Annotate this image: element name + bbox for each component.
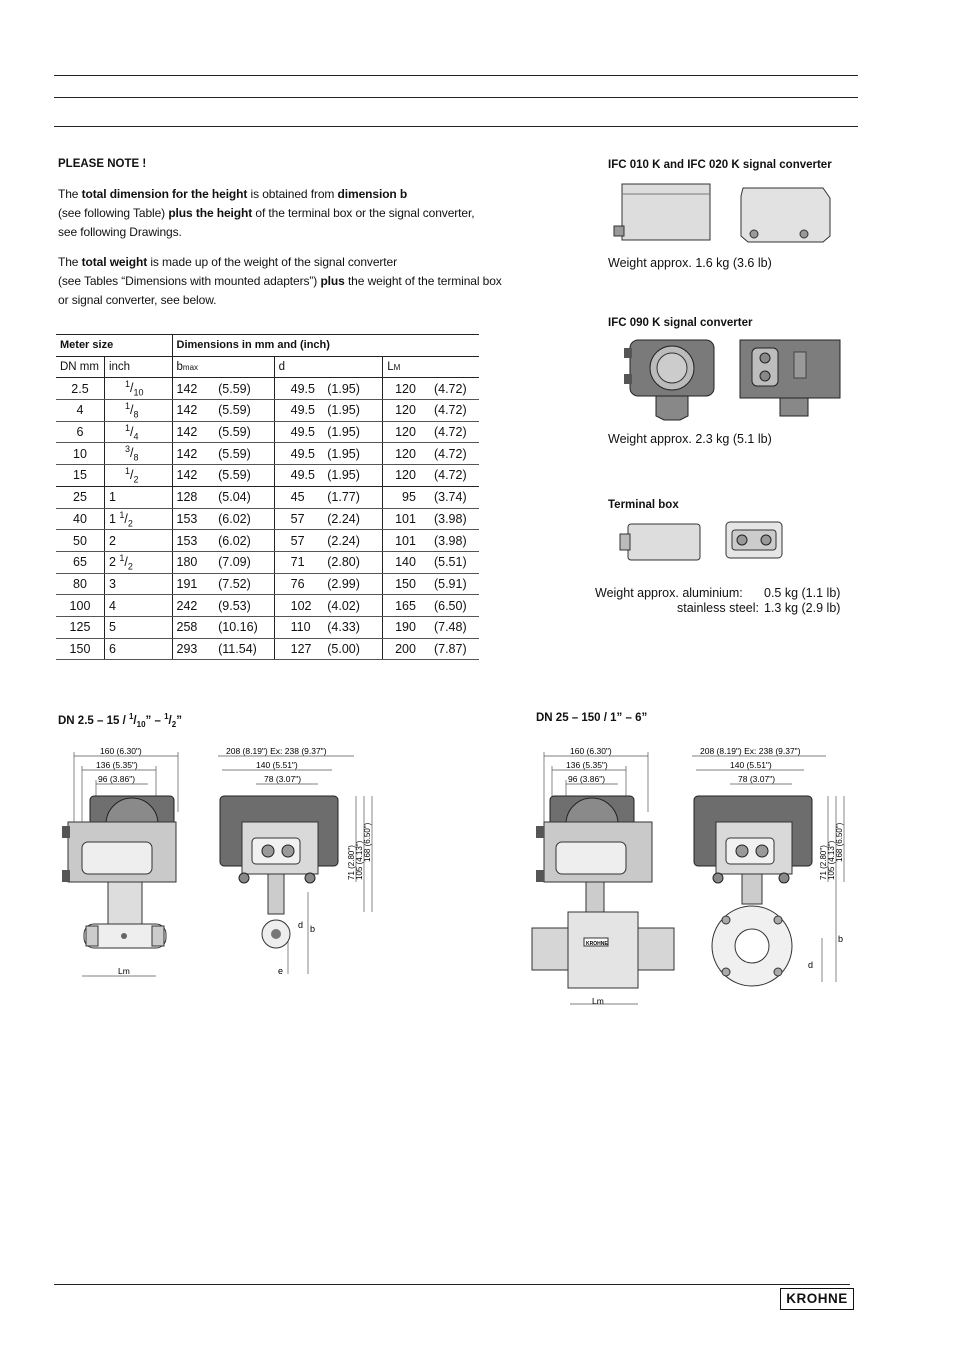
cell-lm-in: (4.72) bbox=[420, 400, 479, 422]
header-meter-size: Meter size bbox=[56, 335, 172, 357]
cell-d-mm: 102 bbox=[274, 595, 323, 617]
table-row bbox=[56, 595, 479, 617]
cell-inch: 2 bbox=[104, 530, 172, 552]
cell-bmax-in: (6.02) bbox=[208, 530, 274, 552]
dim-96-left: 96 (3.86") bbox=[98, 774, 136, 784]
terminal-box-ss-label: stainless steel: bbox=[677, 601, 759, 615]
lbl-d-left: d bbox=[298, 920, 304, 930]
cell-lm-mm: 120 bbox=[383, 400, 420, 422]
header-rule-2 bbox=[54, 97, 858, 98]
dim-208-right: 208 (8.19") Ex: 238 (9.37") bbox=[700, 746, 801, 756]
krohne-logo: KROHNE bbox=[780, 1288, 854, 1310]
cell-dn: 10 bbox=[56, 443, 104, 465]
table-row bbox=[56, 400, 479, 422]
dim-208-left: 208 (8.19") Ex: 238 (9.37") bbox=[226, 746, 327, 756]
terminal-box-title: Terminal box bbox=[608, 499, 679, 511]
table-row bbox=[56, 573, 479, 595]
cell-d-in: (2.80) bbox=[323, 551, 382, 573]
table-row bbox=[56, 421, 479, 443]
cell-dn: 4 bbox=[56, 400, 104, 422]
dim-105-right: 105 (4.13") bbox=[827, 840, 836, 880]
table-row bbox=[56, 486, 479, 508]
ifc090-title: IFC 090 K signal converter bbox=[608, 317, 753, 329]
cell-d-mm: 45 bbox=[274, 486, 323, 508]
cell-bmax-in: (5.04) bbox=[208, 486, 274, 508]
cell-bmax-in: (5.59) bbox=[208, 400, 274, 422]
cell-lm-in: (3.74) bbox=[420, 486, 479, 508]
cell-inch: 3 bbox=[104, 573, 172, 595]
cell-bmax-in: (7.52) bbox=[208, 573, 274, 595]
lbl-e-left: e bbox=[278, 966, 284, 976]
cell-lm-mm: 95 bbox=[383, 486, 420, 508]
note-paragraph-1: The total dimension for the height is obtained from dimension b (see following Table) plus the height of the terminal box or the signal converter, see following Drawings. bbox=[58, 187, 475, 239]
cell-d-in: (1.95) bbox=[323, 421, 382, 443]
cell-d-mm: 49.5 bbox=[274, 378, 323, 400]
cell-lm-mm: 120 bbox=[383, 378, 420, 400]
cell-d-mm: 110 bbox=[274, 616, 323, 638]
cell-lm-mm: 120 bbox=[383, 421, 420, 443]
cell-d-in: (1.95) bbox=[323, 443, 382, 465]
table-row bbox=[56, 465, 479, 487]
cell-d-mm: 49.5 bbox=[274, 465, 323, 487]
dim-136-left: 136 (5.35") bbox=[96, 760, 138, 770]
ifc090-weight: Weight approx. 2.3 kg (5.1 lb) bbox=[608, 432, 772, 446]
terminal-box-ss-value: 1.3 kg (2.9 lb) bbox=[764, 601, 841, 615]
cell-lm-mm: 120 bbox=[383, 443, 420, 465]
drawing-left-title: DN $2.5 - 15 / ^1/_{10}$” – $^1/_2$” bbox=[58, 712, 182, 730]
cell-d-mm: 76 bbox=[274, 573, 323, 595]
dim-160-left: 160 (6.30") bbox=[100, 746, 142, 756]
footer-rule bbox=[54, 1284, 850, 1285]
cell-inch: $^1/_8$ bbox=[104, 400, 172, 422]
lbl-b-right: b bbox=[838, 934, 844, 944]
cell-d-in: (4.02) bbox=[323, 595, 382, 617]
cell-lm-mm: 150 bbox=[383, 573, 420, 595]
table-row bbox=[56, 530, 479, 552]
cell-bmax-mm: 242 bbox=[172, 595, 208, 617]
cell-d-in: (2.99) bbox=[323, 573, 382, 595]
cell-inch: $^1/_{10}$ bbox=[104, 378, 172, 400]
cell-lm-in: (7.48) bbox=[420, 616, 479, 638]
cell-bmax-in: (10.16) bbox=[208, 616, 274, 638]
cell-dn: 40 bbox=[56, 508, 104, 530]
dim-140-right: 140 (5.51") bbox=[730, 760, 772, 770]
cell-lm-mm: 101 bbox=[383, 530, 420, 552]
cell-lm-in: (5.91) bbox=[420, 573, 479, 595]
cell-lm-in: (4.72) bbox=[420, 378, 479, 400]
cell-d-in: (1.95) bbox=[323, 400, 382, 422]
header-lm: LM bbox=[383, 356, 479, 378]
cell-d-in: (5.00) bbox=[323, 638, 382, 660]
cell-lm-mm: 101 bbox=[383, 508, 420, 530]
ifc010-weight: Weight approx. 1.6 kg (3.6 lb) bbox=[608, 256, 772, 270]
table-row bbox=[56, 508, 479, 530]
cell-inch: 1 bbox=[104, 486, 172, 508]
table-row bbox=[56, 638, 479, 660]
cell-inch: 6 bbox=[104, 638, 172, 660]
dim-168-right: 168 (6.50") bbox=[835, 822, 844, 862]
cell-lm-in: (3.98) bbox=[420, 508, 479, 530]
dim-96-right: 96 (3.86") bbox=[568, 774, 606, 784]
cell-bmax-in: (5.59) bbox=[208, 421, 274, 443]
cell-d-in: (1.77) bbox=[323, 486, 382, 508]
cell-bmax-mm: 128 bbox=[172, 486, 208, 508]
cell-bmax-mm: 153 bbox=[172, 530, 208, 552]
cell-inch: 5 bbox=[104, 616, 172, 638]
cell-d-mm: 71 bbox=[274, 551, 323, 573]
cell-lm-mm: 190 bbox=[383, 616, 420, 638]
table-header-row bbox=[56, 335, 479, 357]
cell-bmax-mm: 142 bbox=[172, 421, 208, 443]
cell-lm-in: (4.72) bbox=[420, 465, 479, 487]
cell-inch: $^3/_8$ bbox=[104, 443, 172, 465]
cell-d-in: (1.95) bbox=[323, 465, 382, 487]
cell-dn: 2.5 bbox=[56, 378, 104, 400]
ifc010-drawing bbox=[608, 180, 848, 250]
cell-bmax-in: (9.53) bbox=[208, 595, 274, 617]
cell-d-mm: 57 bbox=[274, 530, 323, 552]
dim-78-left: 78 (3.07") bbox=[264, 774, 302, 784]
lbl-lm-right: Lm bbox=[592, 996, 604, 1006]
lbl-b-left: b bbox=[310, 924, 316, 934]
cell-lm-mm: 165 bbox=[383, 595, 420, 617]
dim-160-right: 160 (6.30") bbox=[570, 746, 612, 756]
cell-bmax-in: (7.09) bbox=[208, 551, 274, 573]
cell-d-mm: 49.5 bbox=[274, 443, 323, 465]
terminal-box-alu-value: 0.5 kg (1.1 lb) bbox=[764, 586, 841, 600]
cell-d-in: (2.24) bbox=[323, 508, 382, 530]
lbl-lm-left: Lm bbox=[118, 966, 130, 976]
cell-dn: 50 bbox=[56, 530, 104, 552]
dim-140-left: 140 (5.51") bbox=[256, 760, 298, 770]
ifc010-title: IFC 010 K and IFC 020 K signal converter bbox=[608, 159, 832, 171]
drawing-dn-large bbox=[526, 742, 866, 1032]
cell-d-in: (4.33) bbox=[323, 616, 382, 638]
cell-bmax-mm: 142 bbox=[172, 465, 208, 487]
cell-d-mm: 127 bbox=[274, 638, 323, 660]
cell-lm-in: (4.72) bbox=[420, 443, 479, 465]
cell-lm-in: (5.51) bbox=[420, 551, 479, 573]
dimensions-table bbox=[56, 334, 479, 660]
terminal-box-drawing bbox=[608, 516, 808, 566]
cell-d-mm: 57 bbox=[274, 508, 323, 530]
table-subheader-row bbox=[56, 356, 479, 378]
note-title: PLEASE NOTE ! bbox=[58, 158, 147, 170]
cell-d-in: (2.24) bbox=[323, 530, 382, 552]
cell-inch: $^1/_2$ bbox=[104, 465, 172, 487]
cell-bmax-in: (6.02) bbox=[208, 508, 274, 530]
cell-inch: 2 $^1/_2$ bbox=[104, 551, 172, 573]
header-dn-mm: DN mm bbox=[56, 356, 104, 378]
cell-dn: 65 bbox=[56, 551, 104, 573]
cell-lm-in: (3.98) bbox=[420, 530, 479, 552]
cell-lm-in: (7.87) bbox=[420, 638, 479, 660]
dim-71-right: 71 (2.80") bbox=[819, 845, 828, 880]
cell-lm-in: (6.50) bbox=[420, 595, 479, 617]
cell-dn: 6 bbox=[56, 421, 104, 443]
cell-bmax-in: (5.59) bbox=[208, 378, 274, 400]
cell-lm-mm: 140 bbox=[383, 551, 420, 573]
cell-bmax-mm: 258 bbox=[172, 616, 208, 638]
drawing-dn-small bbox=[56, 742, 396, 1032]
cell-dn: 100 bbox=[56, 595, 104, 617]
dim-168-left: 168 (6.50") bbox=[363, 822, 372, 862]
lbl-d-right: d bbox=[808, 960, 814, 970]
header-inch: inch bbox=[104, 356, 172, 378]
dim-136-right: 136 (5.35") bbox=[566, 760, 608, 770]
cell-bmax-mm: 142 bbox=[172, 378, 208, 400]
cell-dn: 125 bbox=[56, 616, 104, 638]
table-row bbox=[56, 616, 479, 638]
ifc090-drawing bbox=[608, 336, 848, 426]
dim-71-left: 71 (2.80") bbox=[347, 845, 356, 880]
table-row bbox=[56, 378, 479, 400]
note-paragraph-2: The total weight is made up of the weight of the signal converter (see Tables “Dimensions with mounted adapters”) plus the weight of the terminal box or signal converter, see below. bbox=[58, 255, 502, 307]
cell-bmax-mm: 180 bbox=[172, 551, 208, 573]
cell-bmax-mm: 293 bbox=[172, 638, 208, 660]
cell-lm-mm: 120 bbox=[383, 465, 420, 487]
cell-bmax-mm: 142 bbox=[172, 400, 208, 422]
cell-bmax-mm: 191 bbox=[172, 573, 208, 595]
header-rule-1 bbox=[54, 75, 858, 76]
cell-bmax-in: (5.59) bbox=[208, 443, 274, 465]
cell-inch: 1 $^1/_2$ bbox=[104, 508, 172, 530]
cell-bmax-in: (11.54) bbox=[208, 638, 274, 660]
cell-dn: 15 bbox=[56, 465, 104, 487]
cell-bmax-mm: 153 bbox=[172, 508, 208, 530]
cell-dn: 80 bbox=[56, 573, 104, 595]
terminal-box-alu-label: Weight approx. aluminium: bbox=[595, 586, 743, 600]
cell-bmax-in: (5.59) bbox=[208, 465, 274, 487]
header-bmax: bmax bbox=[172, 356, 274, 378]
drawing-right-title: DN 25 – 150 / 1” – 6” bbox=[536, 712, 648, 724]
table-row bbox=[56, 551, 479, 573]
cell-d-in: (1.95) bbox=[323, 378, 382, 400]
dim-105-left: 105 (4.13") bbox=[355, 840, 364, 880]
cell-d-mm: 49.5 bbox=[274, 400, 323, 422]
header-rule-3 bbox=[54, 126, 858, 127]
dim-78-right: 78 (3.07") bbox=[738, 774, 776, 784]
header-dimensions: Dimensions in mm and (inch) bbox=[172, 335, 479, 357]
cell-dn: 150 bbox=[56, 638, 104, 660]
brand-label-right: KROHNE bbox=[586, 941, 608, 947]
cell-bmax-mm: 142 bbox=[172, 443, 208, 465]
cell-lm-in: (4.72) bbox=[420, 421, 479, 443]
cell-lm-mm: 200 bbox=[383, 638, 420, 660]
cell-inch: $^1/_4$ bbox=[104, 421, 172, 443]
cell-d-mm: 49.5 bbox=[274, 421, 323, 443]
header-d: d bbox=[274, 356, 383, 378]
cell-inch: 4 bbox=[104, 595, 172, 617]
cell-dn: 25 bbox=[56, 486, 104, 508]
table-row bbox=[56, 443, 479, 465]
